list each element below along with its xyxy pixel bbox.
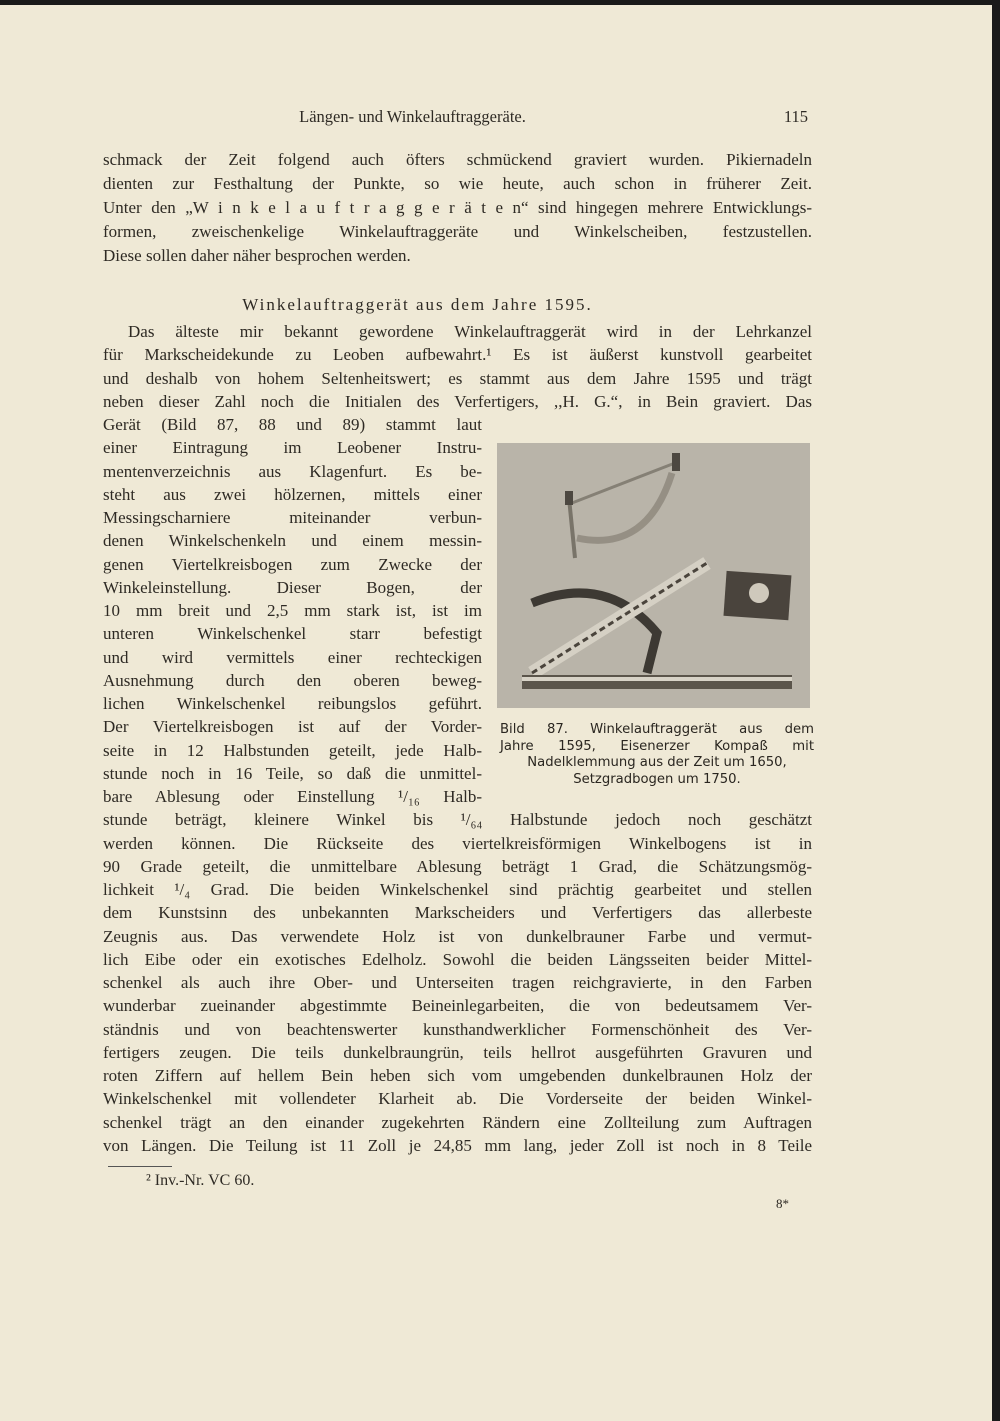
figure-caption [500,722,814,788]
text-line: Der Viertelkreisbogen ist auf der Vorder- [103,717,482,737]
footnote: ² Inv.-Nr. VC 60. [146,1172,255,1189]
text-line: Zeugnis aus. Das verwendete Holz ist von dunkelbrauner Farbe und vermut- [103,926,812,946]
scan-edge-top [0,0,1000,5]
text-line: von Längen. Die Teilung ist 11 Zoll je 24,85 mm lang, jeder Zoll ist noch in 8 Teile [103,1135,812,1155]
text-line: denen Winkelschenkeln und einem messin- [103,531,482,551]
text-line: werden können. Die Rückseite des viertelkreisförmigen Winkelbogens ist in [103,833,812,853]
text-line: Diese sollen daher näher besprochen werden. [103,245,411,265]
text-line: Das älteste mir bekannt gewordene Winkelauftraggerät wird in der Lehrkanzel [128,322,812,341]
text-line: 90 Grade geteilt, die unmittelbare Ablesung beträgt 1 Grad, die Schätzungsmög- [103,856,812,876]
text-line: neben dieser Zahl noch die Initialen des Verfertigers, ,,H. G.“, in Bein graviert. Das [103,391,812,411]
section-heading: Winkelauftraggerät aus dem Jahre 1595. [242,295,593,314]
text-line: stunde noch in 16 Teile, so daß die unmittel- [103,763,482,783]
caption-line: Nadelklemmung aus der Zeit um 1650, [527,755,787,770]
text-line: schenkel als auch ihre Ober- und Unterseiten tragen reichgravierte, in den Farben [103,973,812,992]
caption-line: Setzgradbogen um 1750. [573,771,741,787]
text-line: seite in 12 Halbstunden geteilt, jede Halb- [103,740,482,760]
text-line: genen Viertelkreisbogen zum Zwecke der [103,554,482,574]
caption-line: Jahre 1595, Eisenerzer Kompaß mit [500,738,814,754]
text-line: lichkeit ¹/₄ Grad. Die beiden Winkelschenkel sind prächtig gearbeitet und stellen [103,880,812,899]
text-line: Messingscharniere miteinander verbun- [103,508,482,527]
text-line: mentenverzeichnis aus Klagenfurt. Es be- [103,461,482,481]
running-header [103,107,812,131]
text-line: lich Eibe oder ein exotisches Edelholz. Sowohl die beiden Längsseiten beider Mittel- [103,949,812,969]
scan-edge-right [992,0,1000,1421]
text-line: dienten zur Festhaltung der Punkte, so wie heute, auch schon in früherer Zeit. [103,173,812,193]
text-line: dem Kunstsinn des unbekannten Markscheiders und Verfertigers das allerbeste [103,903,812,923]
text-line: 10 mm breit und 2,5 mm stark ist, ist im [103,601,482,620]
text-line: ständnis und von beachtenswerter kunsthandwerklicher Formenschönheit des Ver- [103,1019,812,1039]
text-line: Winkelschenkel mit vollendeter Klarheit ab. Die Vorderseite der beiden Winkel- [103,1089,812,1109]
caption-line: Bild 87. Winkelauftraggerät aus dem [500,722,814,737]
running-header-title: Längen- und Winkelauftraggeräte. [299,107,526,126]
text-line: fertigers zeugen. Die teils dunkelbraungrün, teils hellrot ausgeführten Gravuren und [103,1042,812,1062]
text-line: einer Eintragung im Leobener Instru- [103,438,482,458]
text-line: für Markscheidekunde zu Leoben aufbewahrt.¹ Es ist äußerst kunstvoll gearbeitet [103,345,812,365]
text-line: und deshalb von hohem Seltenheitswert; es stammt aus dem Jahre 1595 und trägt [103,368,812,388]
text-line: Unter den „W i n k e l a u f t r a g g e r ä t e n“ sind hingegen mehrere Entwicklungs- [103,197,812,217]
text-line: Gerät (Bild 87, 88 und 89) stammt laut [103,415,482,434]
text-line: schmack der Zeit folgend auch öfters schmückend graviert wurden. Pikiernadeln [103,150,812,169]
text-line: bare Ablesung oder Einstellung ¹/₁₆ Halb- [103,787,482,806]
signature-mark: 8* [776,1196,789,1211]
text-line: Winkeleinstellung. Dieser Bogen, der [103,577,482,597]
text-line: roten Ziffern auf hellem Bein heben sich vom umgebenden dunkelbraunen Holz der [103,1066,812,1085]
text-line: unteren Winkelschenkel starr befestigt [103,624,482,644]
text-line: und wird vermittels einer rechteckigen [103,647,482,667]
text-line: wunderbar zueinander abgestimmte Beineinlegarbeiten, die von bedeutsamem Ver- [103,996,812,1016]
text-line: stunde beträgt, kleinere Winkel bis ¹/₆₄ Halbstunde jedoch noch geschätzt [103,810,812,830]
text-line: steht aus zwei hölzernen, mittels einer [103,484,482,504]
text-line: schenkel trägt an den einander zugekehrten Rändern eine Zollteilung zum Auftragen [103,1112,812,1132]
figure-photo-instruments [497,443,810,708]
paragraph-1 [103,148,812,267]
text-line: lichen Winkelschenkel reibungslos geführt. [103,694,482,713]
text-line: Ausnehmung durch den oberen beweg- [103,670,482,690]
text-line: formen, zweischenkelige Winkelauftraggeräte und Winkelscheiben, festzustellen. [103,221,812,241]
page-number: 115 [783,107,808,126]
compass-box [723,571,791,620]
footnote-divider [108,1166,172,1167]
